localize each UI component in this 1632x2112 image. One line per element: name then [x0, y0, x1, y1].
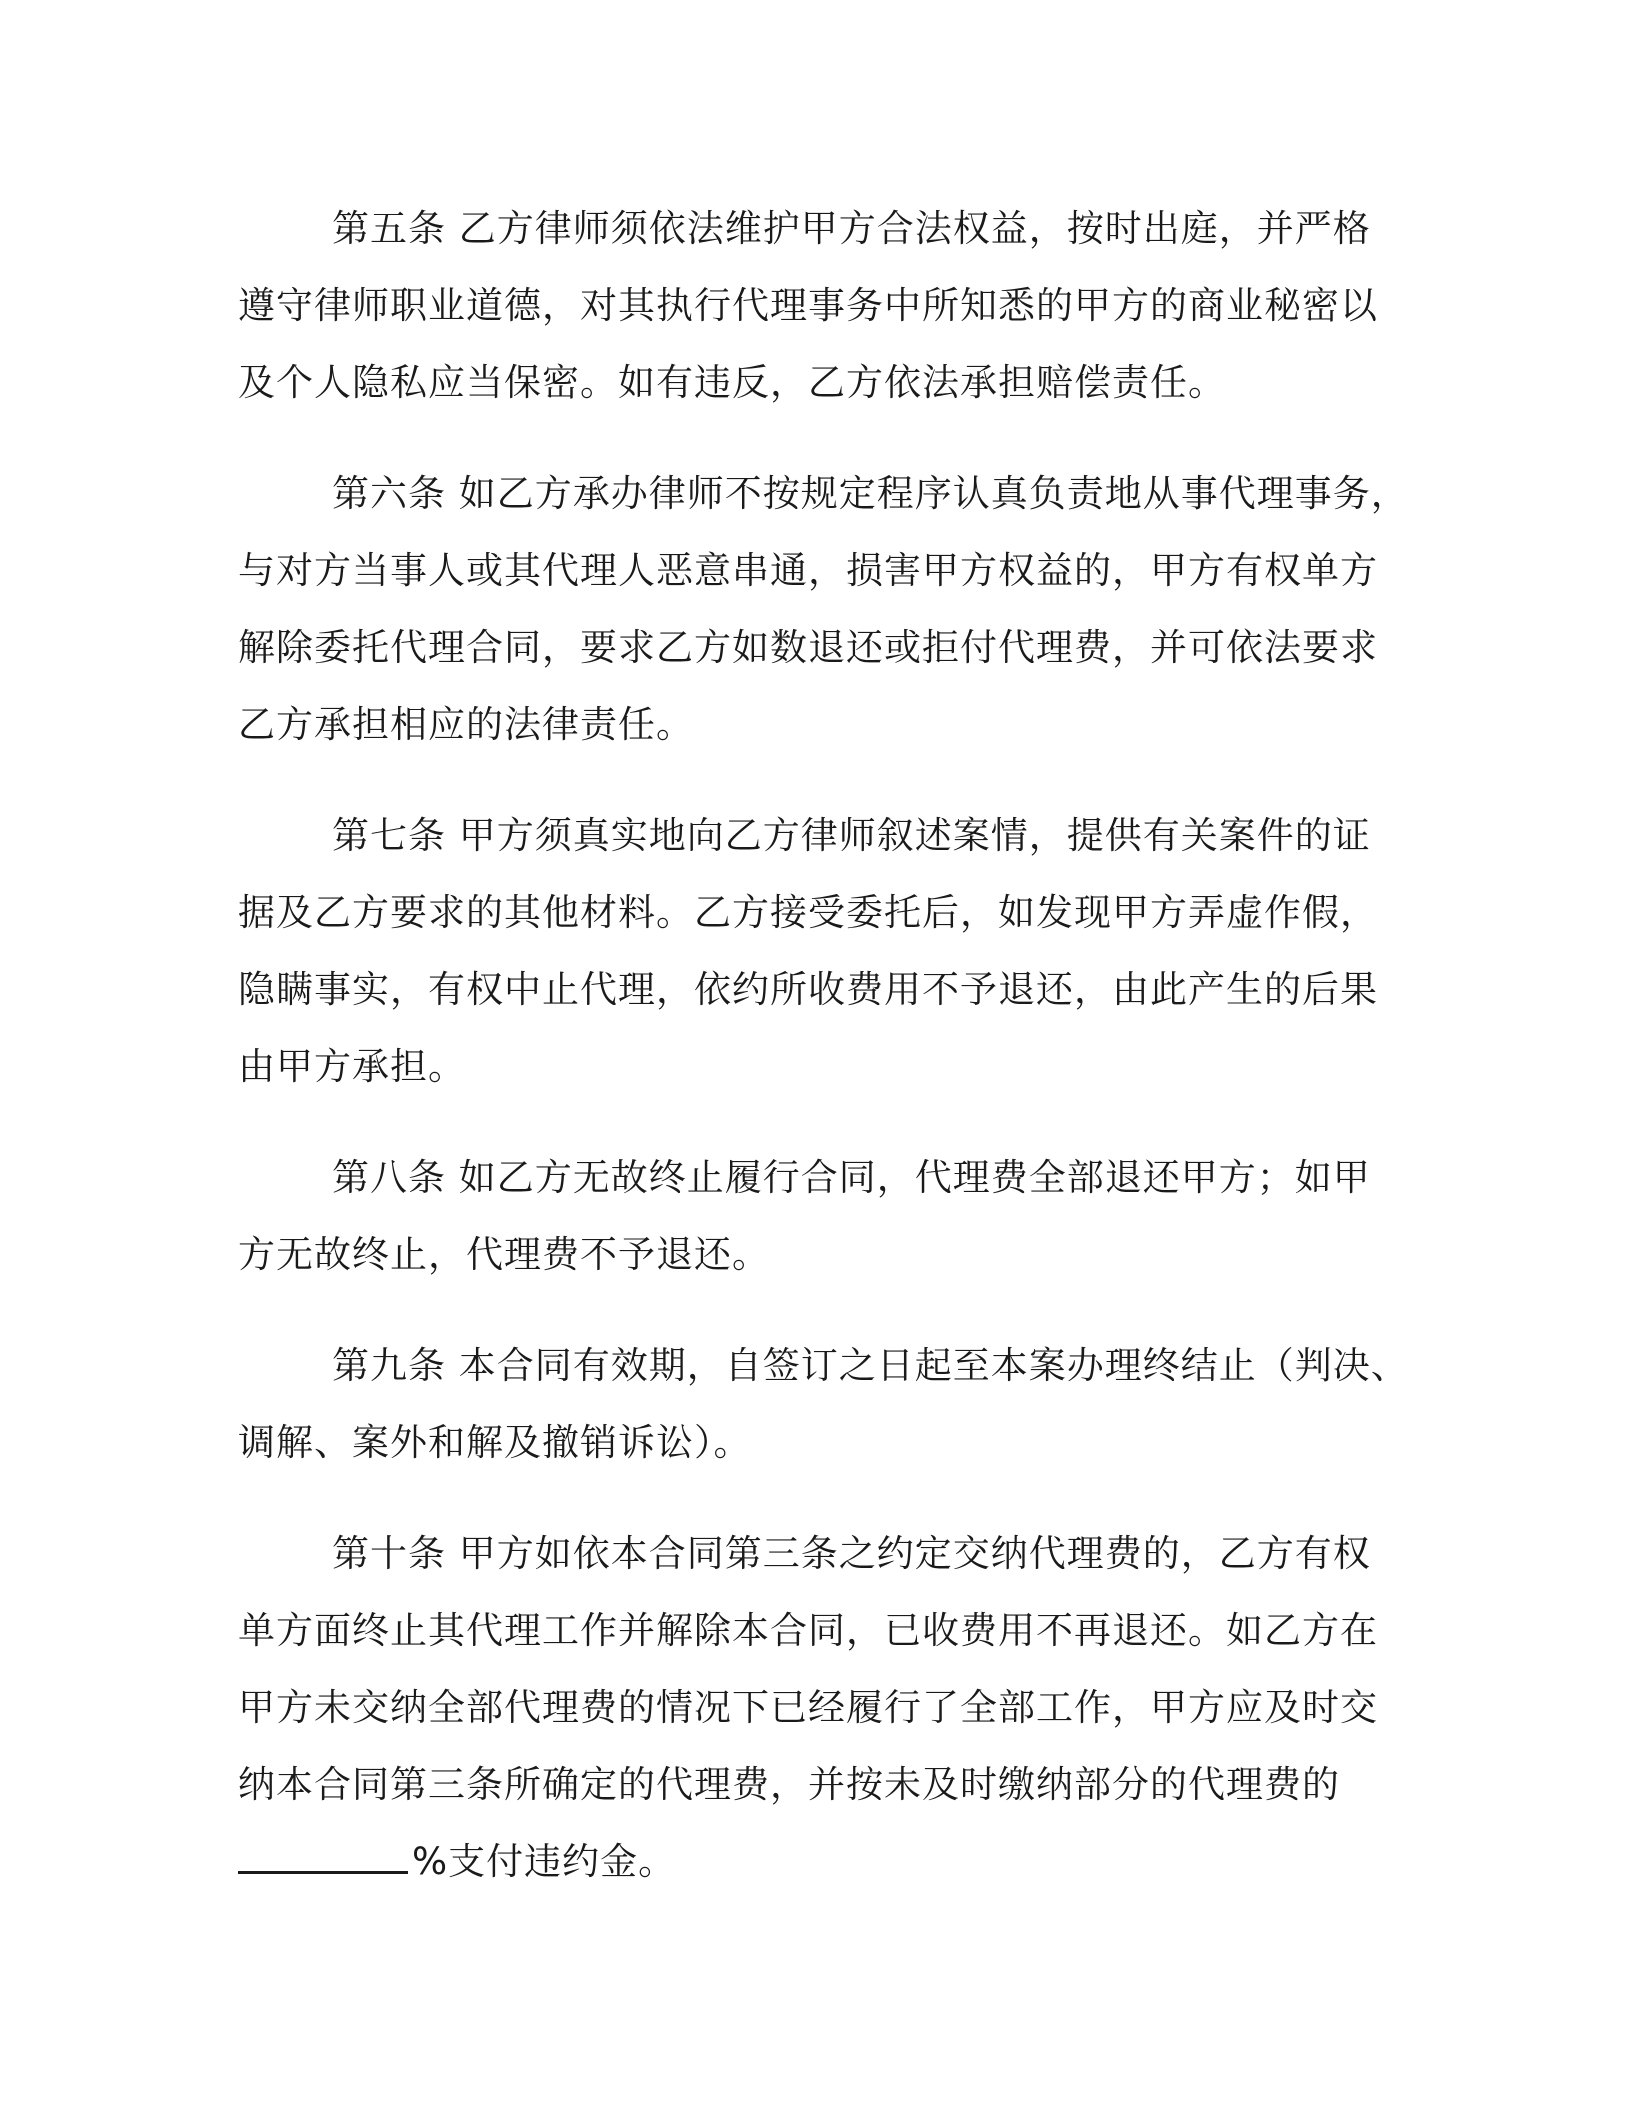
clause-line: 纳本合同第三条所确定的代理费，并按未及时缴纳部分的代理费的: [238, 1763, 1340, 1806]
document-page: [238, 190, 1409, 1934]
clause-line: 第八条 如乙方无故终止履行合同，代理费全部退还甲方；如甲: [332, 1156, 1371, 1199]
clause-line: 第十条 甲方如依本合同第三条之约定交纳代理费的，乙方有权: [332, 1532, 1371, 1575]
clause-line: 及个人隐私应当保密。如有违反，乙方依法承担赔偿责任。: [238, 361, 1226, 404]
clause-line: 方无故终止，代理费不予退还。: [238, 1233, 770, 1276]
clause-line: 甲方未交纳全部代理费的情况下已经履行了全部工作，甲方应及时交: [238, 1686, 1378, 1729]
clause-line: 第五条 乙方律师须依法维护甲方合法权益，按时出庭，并严格: [332, 207, 1371, 250]
clause-line: 解除委托代理合同，要求乙方如数退还或拒付代理费，并可依法要求: [238, 626, 1378, 669]
clause-line: 据及乙方要求的其他材料。乙方接受委托后，如发现甲方弄虚作假，: [238, 891, 1378, 934]
clause-line-with-blank: [238, 1823, 1398, 1900]
clause-line: 第七条 甲方须真实地向乙方律师叙述案情，提供有关案件的证: [332, 814, 1371, 857]
clause-6: [238, 455, 1409, 763]
clause-10: [238, 1515, 1398, 1900]
penalty-rate-text: %支付违约金。: [412, 1840, 677, 1883]
clause-line: 与对方当事人或其代理人恶意串通，损害甲方权益的，甲方有权单方: [238, 549, 1378, 592]
clause-line: 由甲方承担。: [238, 1045, 466, 1088]
clause-line: 单方面终止其代理工作并解除本合同，已收费用不再退还。如乙方在: [238, 1609, 1378, 1652]
clause-7: [238, 797, 1398, 1105]
clause-8: [238, 1139, 1398, 1293]
clause-line: 调解、案外和解及撤销诉讼）。: [238, 1421, 752, 1464]
fill-in-blank: [238, 1841, 408, 1874]
clause-9: [238, 1327, 1409, 1481]
clause-line: 乙方承担相应的法律责任。: [238, 703, 694, 746]
clause-line: 遵守律师职业道德，对其执行代理事务中所知悉的甲方的商业秘密以: [238, 284, 1378, 327]
clause-line: 第六条 如乙方承办律师不按规定程序认真负责地从事代理事务，: [332, 472, 1409, 515]
clause-line: 第九条 本合同有效期，自签订之日起至本案办理终结止（判决、: [332, 1344, 1409, 1387]
clause-5: [238, 190, 1398, 421]
clause-line: 隐瞒事实，有权中止代理，依约所收费用不予退还，由此产生的后果: [238, 968, 1378, 1011]
